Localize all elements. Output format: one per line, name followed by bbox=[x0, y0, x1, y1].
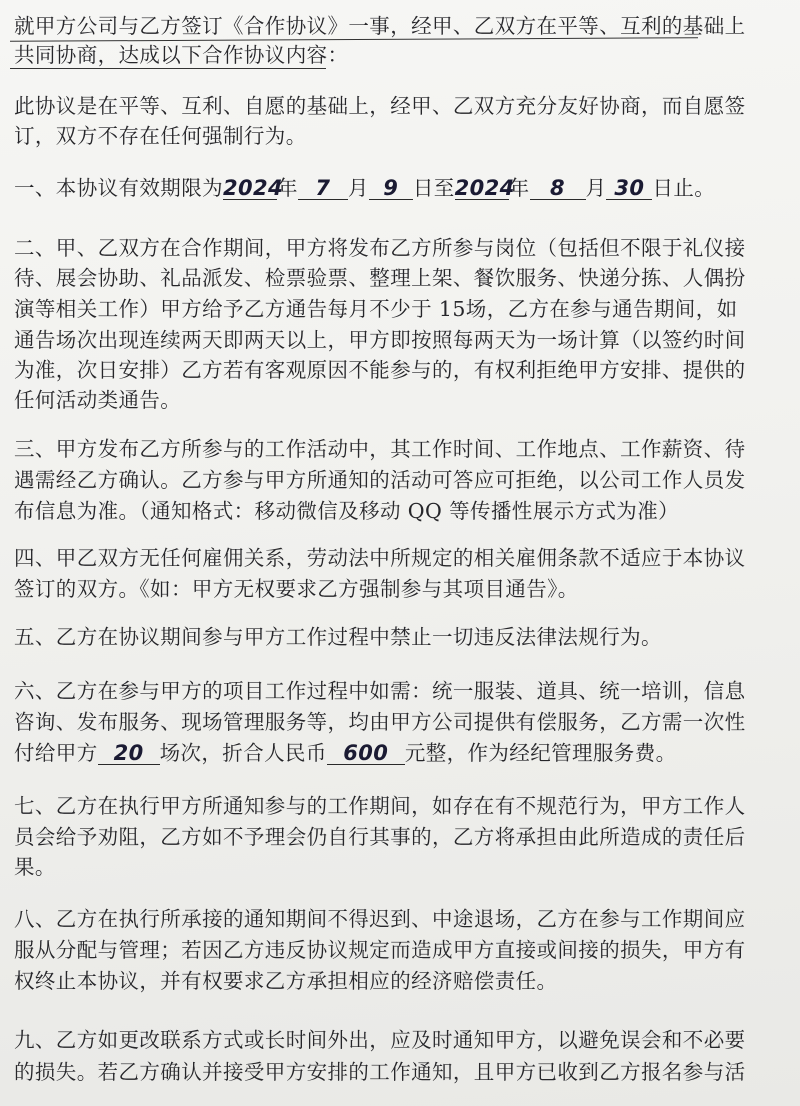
start-day-value: 9 bbox=[383, 176, 399, 200]
para-2-line-6: 任何活动类通告。 bbox=[14, 388, 182, 412]
para-2-line-5: 为准，次日安排）乙方若有客观原因不能参与的，有权利拒绝甲方安排、提供的 bbox=[14, 358, 746, 382]
year-label: 年 bbox=[277, 176, 298, 200]
end-year-blank bbox=[454, 176, 515, 200]
para-0-line-2: 订，双方不存在任何强制行为。 bbox=[14, 124, 307, 148]
end-year-value: 2024 bbox=[454, 176, 515, 200]
end-day-value: 30 bbox=[614, 176, 645, 200]
para-2-line-2: 待、展会协助、礼品派发、检票验票、整理上架、餐饮服务、快递分拣、人偶扮 bbox=[14, 266, 746, 290]
para-4-line-1: 四、甲乙双方无任何雇佣关系，劳动法中所规定的相关雇佣条款不适应于本协议 bbox=[14, 546, 746, 570]
para-9-line-1: 九、乙方如更改联系方式或长时间外出，应及时通知甲方，以避免误会和不必要 bbox=[14, 1028, 746, 1052]
start-year-blank bbox=[223, 176, 284, 200]
para-8-line-2: 服从分配与管理；若因乙方违反协议规定而造成甲方直接或间接的损失，甲方有 bbox=[14, 938, 746, 962]
para-3-line-1: 三、甲方发布乙方所参与的工作活动中，其工作时间、工作地点、工作薪资、待 bbox=[14, 437, 746, 461]
para-3-line-2: 遇需经乙方确认。乙方参与甲方所通知的活动可答应可拒绝，以公司工作人员发 bbox=[14, 468, 746, 492]
para-1-validity bbox=[14, 176, 715, 200]
amount-value: 600 bbox=[343, 741, 389, 765]
para-6-fee-line bbox=[14, 741, 677, 765]
hand-underline bbox=[10, 68, 326, 69]
fee-suffix: 元整，作为经纪管理服务费。 bbox=[404, 741, 677, 765]
end-month-value: 8 bbox=[550, 176, 566, 200]
sessions-value: 20 bbox=[113, 741, 144, 765]
intro-line-1: 就甲方公司与乙方签订《合作协议》一事，经甲、乙双方在平等、互利的基础上 bbox=[14, 14, 746, 38]
para-6-line-2: 咨询、发布服务、现场管理服务等，均由甲方公司提供有偿服务，乙方需一次性 bbox=[14, 710, 746, 734]
month-label-2: 月 bbox=[585, 176, 607, 200]
para-2-line-4: 通告场次出现连续两天即两天以上，甲方即按照每两天为一场计算（以签约时间 bbox=[14, 328, 746, 352]
validity-prefix: 一、本协议有效期限为 bbox=[14, 176, 223, 200]
end-day-blank bbox=[606, 176, 652, 200]
para-7-line-1: 七、乙方在执行甲方所通知参与的工作期间，如存在有不规范行为，甲方工作人 bbox=[14, 794, 746, 818]
start-month-blank bbox=[298, 176, 348, 200]
para-4-line-2: 签订的双方。《如：甲方无权要求乙方强制参与其项目通告》。 bbox=[14, 577, 579, 601]
fee-prefix: 付给甲方 bbox=[14, 741, 98, 765]
para-8-line-1: 八、乙方在执行所承接的通知期间不得迟到、中途退场，乙方在参与工作期间应 bbox=[14, 907, 746, 931]
end-month-blank bbox=[530, 176, 586, 200]
fee-mid: 场次，折合人民币 bbox=[159, 741, 327, 765]
end-label: 日止。 bbox=[652, 176, 716, 200]
start-month-value: 7 bbox=[315, 176, 331, 200]
sessions-blank bbox=[98, 741, 160, 765]
amount-blank bbox=[327, 741, 405, 765]
para-3-line-3: 布信息为准。（通知格式：移动微信及移动 QQ 等传播性展示方式为准） bbox=[14, 499, 679, 523]
para-2-line-1: 二、甲、乙双方在合作期间，甲方将发布乙方所参与岗位（包括但不限于礼仪接 bbox=[14, 236, 746, 260]
para-2-line-3: 演等相关工作）甲方给予乙方通告每月不少于 15场，乙方在参与通告期间，如 bbox=[14, 297, 738, 321]
para-8-line-3: 权终止本协议，并有权要求乙方承担相应的经济赔偿责任。 bbox=[14, 969, 558, 993]
para-9-line-2: 的损失。若乙方确认并接受甲方安排的工作通知，且甲方已收到乙方报名参与活 bbox=[14, 1060, 746, 1084]
start-day-blank bbox=[369, 176, 413, 200]
para-0-line-1: 此协议是在平等、互利、自愿的基础上，经甲、乙双方充分友好协商，而自愿签 bbox=[14, 94, 746, 118]
intro-line-2: 共同协商，达成以下合作协议内容： bbox=[14, 43, 349, 67]
para-5-line-1: 五、乙方在协议期间参与甲方工作过程中禁止一切违反法律法规行为。 bbox=[14, 625, 662, 649]
start-year-value: 2024 bbox=[223, 176, 284, 200]
year-label-2: 年 bbox=[508, 176, 530, 200]
month-label: 月 bbox=[347, 176, 369, 200]
para-6-line-1: 六、乙方在参与甲方的项目工作过程中如需：统一服装、道具、统一培训，信息 bbox=[14, 679, 746, 703]
para-7-line-3: 果。 bbox=[14, 855, 56, 879]
day-to-label: 日至 bbox=[412, 176, 455, 200]
para-7-line-2: 员会给予劝阻，乙方如不予理会仍自行其事的，乙方将承担由此所造成的责任后 bbox=[14, 825, 746, 849]
